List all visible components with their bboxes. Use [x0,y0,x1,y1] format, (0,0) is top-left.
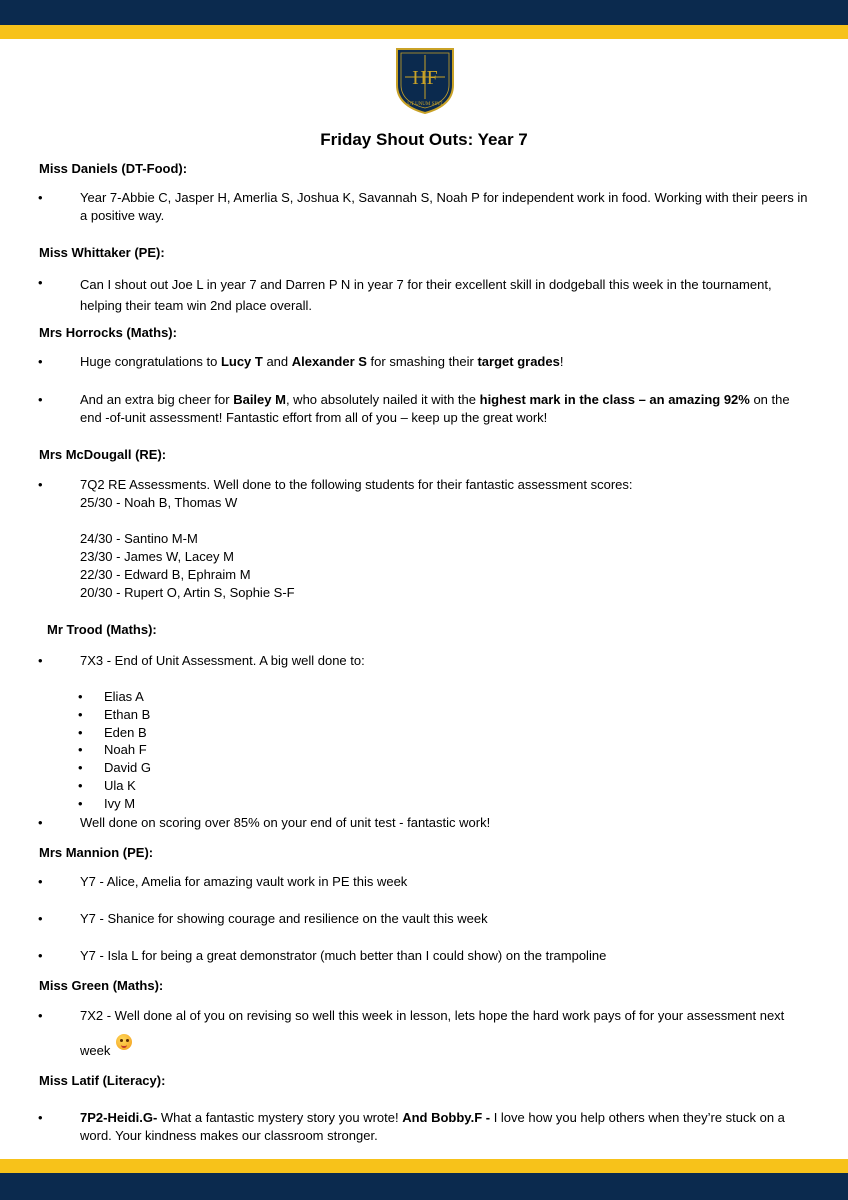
shoutout-text: 7Q2 RE Assessments. Well done to the following students for their fantastic assessment scores: [80,477,633,492]
header-gold-band [0,25,848,39]
shoutout-text: 7X2 - Well done al of you on revising so well this week in lesson, lets hope the hard work pays of for your assessment next [80,1008,785,1023]
bullet-icon: • [78,760,83,775]
footer-navy-band [0,1173,848,1200]
bullet-icon: • [38,948,43,963]
score-line: 25/30 - Noah B, Thomas W [80,495,238,510]
bullet-icon: • [78,778,83,793]
bullet-icon: • [38,190,43,205]
shoutout-text: Y7 - Shanice for showing courage and resilience on the vault this week [80,911,488,926]
section-heading-mannion: Mrs Mannion (PE): [39,845,154,860]
bullet-icon: • [38,275,43,290]
section-heading-mcdougall: Mrs McDougall (RE): [39,447,167,462]
student-name: Ethan B [104,707,151,722]
shoutout-text: 7X3 - End of Unit Assessment. A big well done to: [80,653,365,668]
bullet-icon: • [78,689,83,704]
score-line: 22/30 - Edward B, Ephraim M [80,567,251,582]
bullet-icon: • [38,815,43,830]
shoutout-text-continued: week [80,1042,132,1060]
shoutout-text: Well done on scoring over 85% on your end of unit test - fantastic work! [80,815,491,830]
section-heading-latif: Miss Latif (Literacy): [39,1073,166,1088]
logo-initials: HF [412,67,438,89]
student-name: Eden B [104,725,147,740]
shoutout-text: Can I shout out Joe L in year 7 and Darren P N in year 7 for their excellent skill in dodgeball this week in the tournament, helping their team win 2nd place overall. [80,277,772,313]
bullet-icon: • [78,742,83,757]
school-crest-logo [394,47,456,115]
bullet-icon: • [78,796,83,811]
smiling-face-icon [116,1034,132,1050]
section-heading-trood: Mr Trood (Maths): [47,622,157,637]
shoutout-text: Y7 - Isla L for being a great demonstrator (much better than I could show) on the trampoline [80,948,607,963]
header-navy-band [0,0,848,25]
score-line: 23/30 - James W, Lacey M [80,549,234,564]
footer-gold-band [0,1159,848,1173]
bullet-icon: • [78,725,83,740]
shoutout-text: Huge congratulations to Lucy T and Alexander S for smashing their target grades! [80,354,564,369]
shoutout-text: Y7 - Alice, Amelia for amazing vault work in PE this week [80,874,408,889]
shoutout-text: And an extra big cheer for Bailey M, who absolutely nailed it with the highest mark in the class – an amazing 92% on the end -of-unit assessment! Fantastic effort from all of you – keep up the great work! [80,392,790,425]
score-line: 24/30 - Santino M-M [80,531,198,546]
section-heading-daniels: Miss Daniels (DT-Food): [39,161,188,176]
bullet-icon: • [38,1008,43,1023]
bullet-icon: • [38,392,43,407]
shoutout-text: 7P2-Heidi.G- What a fantastic mystery story you wrote! And Bobby.F - I love how you help others when they’re stuck on a word. Your kindness makes our classroom stronger. [80,1110,785,1143]
bullet-icon: • [38,874,43,889]
shoutout-text: Year 7-Abbie C, Jasper H, Amerlia S, Joshua K, Savannah S, Noah P for independent work in food. Working with their peers in a positive way. [80,190,808,223]
score-line: 20/30 - Rupert O, Artin S, Sophie S-F [80,585,295,600]
logo-motto: UT UNUM SINT [407,102,443,107]
bullet-icon: • [78,707,83,722]
student-name: David G [104,760,151,775]
page-title: Friday Shout Outs: Year 7 [320,130,528,149]
student-name: Ivy M [104,796,136,811]
section-heading-whittaker: Miss Whittaker (PE): [39,245,165,260]
student-name: Elias A [104,689,144,704]
bullet-icon: • [38,354,43,369]
student-name: Noah F [104,742,147,757]
student-name: Ula K [104,778,136,793]
section-heading-green: Miss Green (Maths): [39,978,164,993]
section-heading-horrocks: Mrs Horrocks (Maths): [39,325,177,340]
bullet-icon: • [38,477,43,492]
bullet-icon: • [38,1110,43,1125]
bullet-icon: • [38,653,43,668]
bullet-icon: • [38,911,43,926]
